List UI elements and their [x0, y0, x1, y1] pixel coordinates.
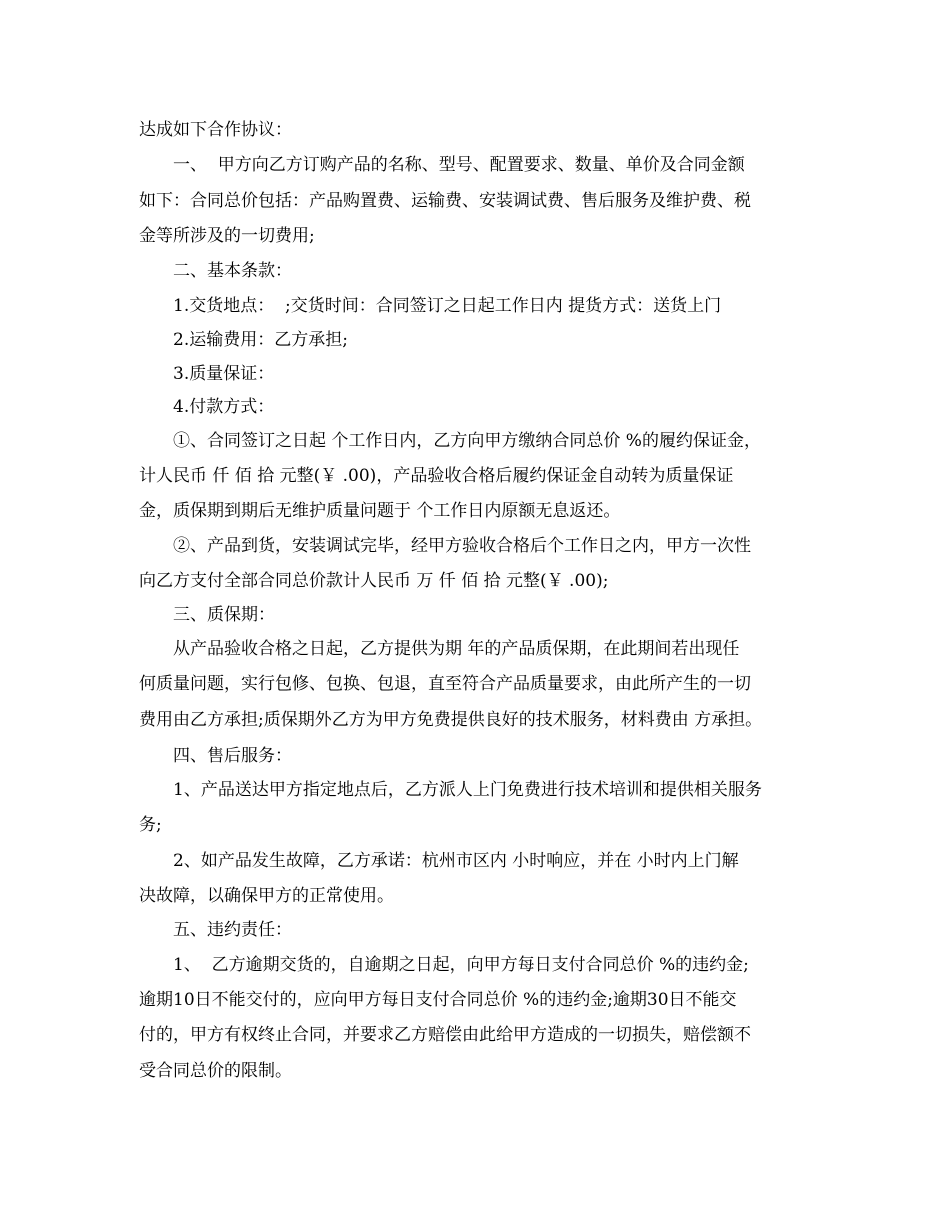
- text-line: 逾期10日不能交付的，应向甲方每日支付合同总价 %的违约金;逾期30日不能交: [139, 990, 737, 1010]
- text-line: 达成如下合作协议：: [139, 120, 292, 140]
- section-heading: 三、质保期：: [173, 605, 275, 625]
- text-line: 计人民币 仟 佰 拾 元整(￥ .00)，产品验收合格后履约保证金自动转为质量保证: [139, 466, 734, 486]
- text-line: 付的，甲方有权终止合同，并要求乙方赔偿由此给甲方造成的一切损失，赔偿额不: [139, 1025, 751, 1045]
- clause-item: ①、合同签订之日起 个工作日内，乙方向甲方缴纳合同总价 %的履约保证金，: [173, 431, 761, 451]
- clause-item: 1、产品送达甲方指定地点后，乙方派人上门免费进行技术培训和提供相关服务: [173, 780, 762, 800]
- section-heading: 五、违约责任：: [173, 920, 292, 940]
- text-line: 务;: [139, 815, 162, 835]
- clause-item: 2.运输费用：乙方承担;: [173, 330, 348, 350]
- text-line: 费用由乙方承担;质保期外乙方为甲方免费提供良好的技术服务，材料费由 方承担。: [139, 710, 763, 730]
- text-line: 如下：合同总价包括：产品购置费、运输费、安装调试费、售后服务及维护费、税: [139, 191, 751, 211]
- text-line: 向乙方支付全部合同总价款计人民币 万 仟 佰 拾 元整(￥ .00);: [139, 571, 609, 591]
- clause-heading: 一、 甲方向乙方订购产品的名称、型号、配置要求、数量、单价及合同金额: [173, 155, 745, 175]
- text-line: 金，质保期到期后无维护质量问题于 个工作日内原额无息返还。: [139, 501, 621, 521]
- section-heading: 四、售后服务：: [173, 746, 292, 766]
- clause-item: 1、 乙方逾期交货的，自逾期之日起，向甲方每日支付合同总价 %的违约金;: [173, 955, 749, 975]
- text-line: 受合同总价的限制。: [139, 1061, 292, 1081]
- clause-item: ②、产品到货，安装调试完毕，经甲方验收合格后个工作日之内，甲方一次性: [173, 536, 751, 556]
- text-line: 何质量问题，实行包修、包换、包退，直至符合产品质量要求，由此所产生的一切: [139, 674, 751, 694]
- text-line: 决故障，以确保甲方的正常使用。: [139, 886, 394, 906]
- clause-item: 2、如产品发生故障，乙方承诺：杭州市区内 小时响应，并在 小时内上门解: [173, 851, 739, 871]
- section-heading: 二、基本条款：: [173, 261, 292, 281]
- text-line: 从产品验收合格之日起，乙方提供为期 年的产品质保期，在此期间若出现任: [173, 639, 740, 659]
- clause-item: 3.质量保证：: [173, 364, 275, 384]
- clause-item: 1.交货地点： ;交货时间：合同签订之日起工作日内 提货方式：送货上门: [173, 296, 722, 316]
- clause-item: 4.付款方式：: [173, 397, 275, 417]
- text-line: 金等所涉及的一切费用;: [139, 226, 315, 246]
